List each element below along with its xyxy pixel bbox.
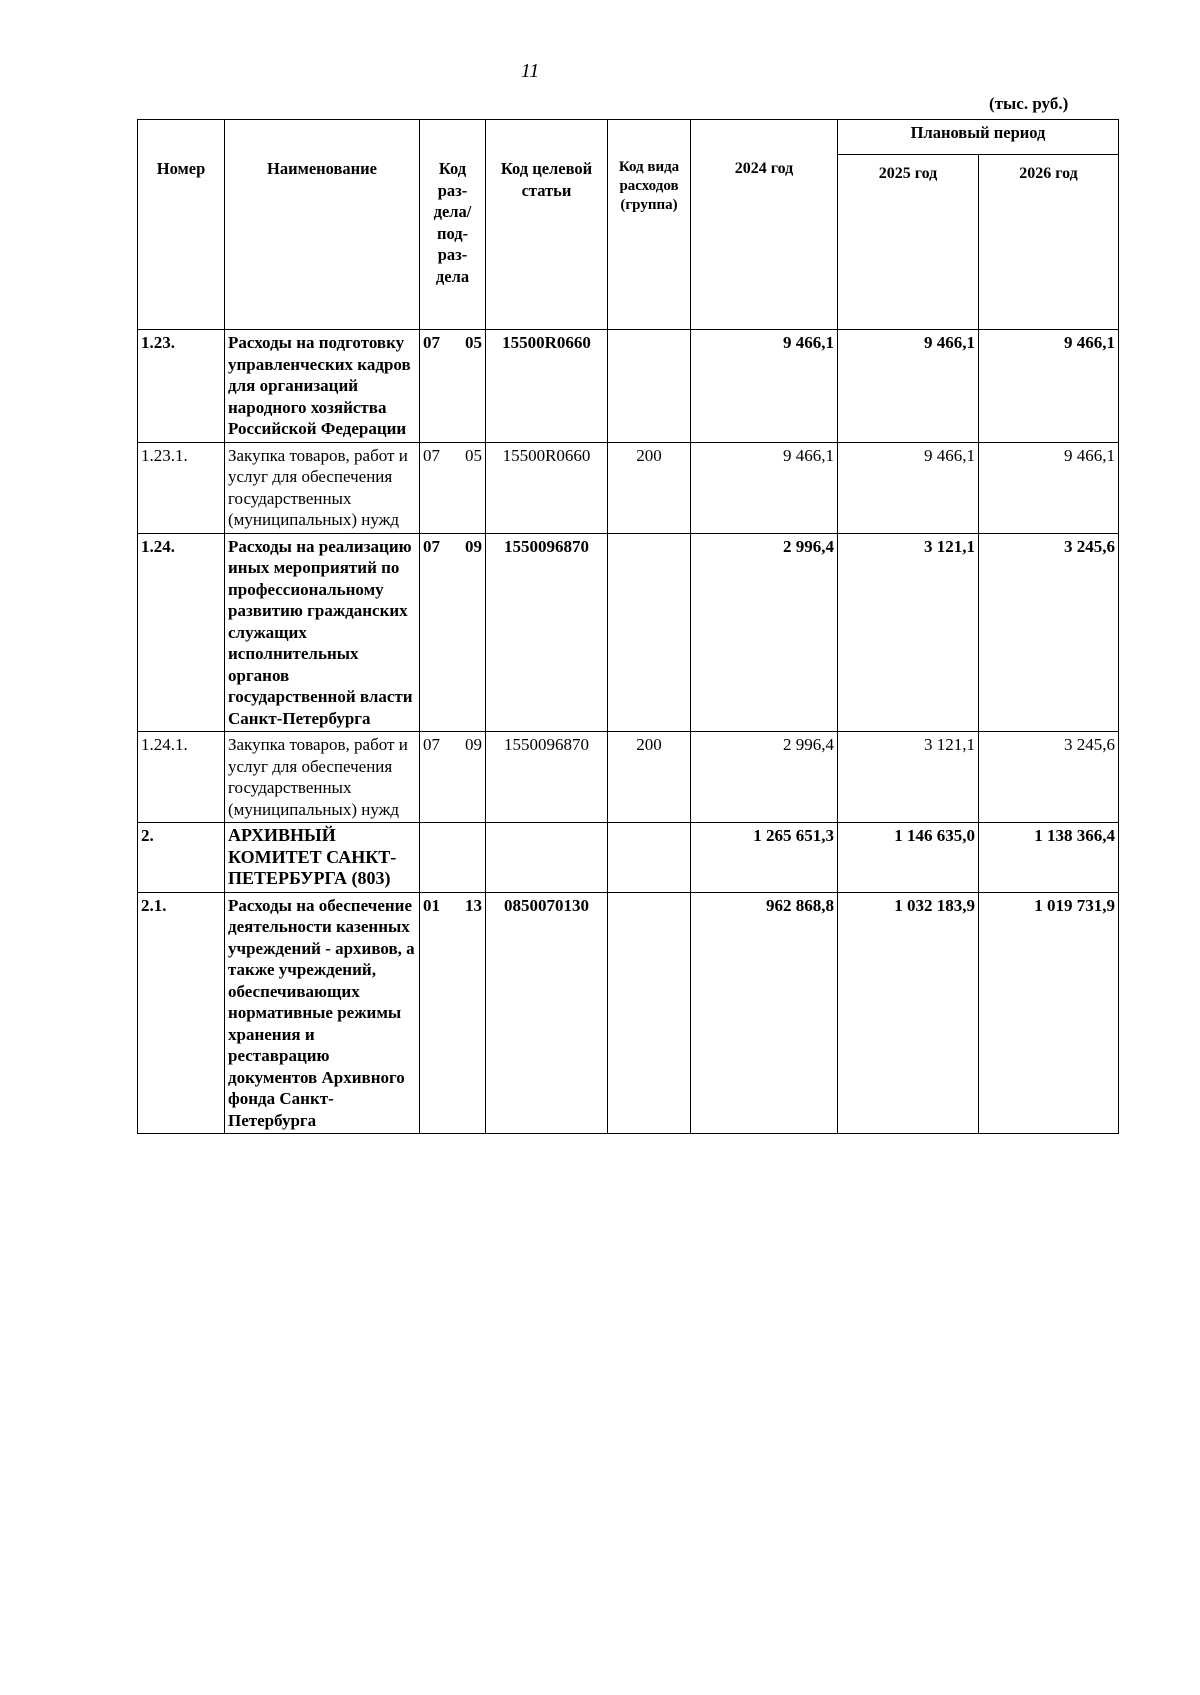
header-plan-period: Плановый период: [838, 120, 1119, 155]
row-amount-2024: 9 466,1: [691, 330, 838, 443]
row-amount-2025: 1 146 635,0: [838, 823, 979, 893]
row-target-code: 15500R0660: [486, 330, 608, 443]
row-expense-type: 200: [608, 442, 691, 533]
row-target-code: [486, 823, 608, 893]
page-number: 11: [520, 60, 540, 82]
table-row: [138, 533, 1119, 732]
header-number: Номер: [138, 120, 225, 330]
row-amount-2024: 9 466,1: [691, 442, 838, 533]
row-number: 2.1.: [138, 892, 225, 1134]
row-name: Расходы на обеспечение деятельности казенных учреждений - архивов, а также учреждений, обеспечивающих нормативные режимы хранения и реставрацию документов Архивного фонда Санкт-Петербурга: [225, 892, 420, 1134]
row-amount-2024: 2 996,4: [691, 732, 838, 823]
row-amount-2024: 2 996,4: [691, 533, 838, 732]
row-section-code: 07 09: [420, 533, 486, 732]
row-amount-2025: 1 032 183,9: [838, 892, 979, 1134]
row-amount-2025: 3 121,1: [838, 533, 979, 732]
row-amount-2025: 9 466,1: [838, 330, 979, 443]
row-name: АРХИВНЫЙ КОМИТЕТ САНКТ-ПЕТЕРБУРГА (803): [225, 823, 420, 893]
units-label: (тыс. руб.): [989, 94, 1069, 113]
row-number: 1.23.: [138, 330, 225, 443]
row-number: 1.24.: [138, 533, 225, 732]
row-name: Закупка товаров, работ и услуг для обеспечения государственных (муниципальных) нужд: [225, 732, 420, 823]
row-name: Расходы на реализацию иных мероприятий по профессиональному развитию гражданских служащих исполнительных органов государственной власти Санкт-Петербурга: [225, 533, 420, 732]
row-name: Закупка товаров, работ и услуг для обеспечения государственных (муниципальных) нужд: [225, 442, 420, 533]
row-amount-2025: 9 466,1: [838, 442, 979, 533]
header-year-2024: 2024 год: [691, 120, 838, 330]
row-section-code: [420, 823, 486, 893]
row-number: 2.: [138, 823, 225, 893]
row-amount-2026: 1 138 366,4: [979, 823, 1119, 893]
budget-table: [137, 119, 1119, 1134]
row-target-code: 1550096870: [486, 732, 608, 823]
row-expense-type: [608, 533, 691, 732]
row-expense-type: [608, 823, 691, 893]
table-row: [138, 823, 1119, 893]
header-expense-type: Код вида расходов (группа): [608, 120, 691, 330]
row-expense-type: 200: [608, 732, 691, 823]
row-number: 1.23.1.: [138, 442, 225, 533]
row-target-code: 15500R0660: [486, 442, 608, 533]
row-amount-2025: 3 121,1: [838, 732, 979, 823]
row-section-code: 01 13: [420, 892, 486, 1134]
row-amount-2024: 1 265 651,3: [691, 823, 838, 893]
table-row: [138, 732, 1119, 823]
header-row: [138, 120, 1119, 155]
header-target-code: Код целевой статьи: [486, 120, 608, 330]
header-year-2025: 2025 год: [838, 155, 979, 330]
table-row: [138, 330, 1119, 443]
row-amount-2026: 9 466,1: [979, 330, 1119, 443]
row-expense-type: [608, 892, 691, 1134]
row-section-code: 07 05: [420, 442, 486, 533]
row-amount-2024: 962 868,8: [691, 892, 838, 1134]
row-section-code: 07 05: [420, 330, 486, 443]
header-year-2026: 2026 год: [979, 155, 1119, 330]
row-expense-type: [608, 330, 691, 443]
row-section-code: 07 09: [420, 732, 486, 823]
header-name: Наименование: [225, 120, 420, 330]
row-name: Расходы на подготовку управленческих кадров для организаций народного хозяйства Российской Федерации: [225, 330, 420, 443]
table-row: [138, 892, 1119, 1134]
row-number: 1.24.1.: [138, 732, 225, 823]
header-section-code: Код раз-дела/ под-раз-дела: [420, 120, 486, 330]
row-target-code: 1550096870: [486, 533, 608, 732]
row-amount-2026: 3 245,6: [979, 732, 1119, 823]
row-amount-2026: 1 019 731,9: [979, 892, 1119, 1134]
row-amount-2026: 3 245,6: [979, 533, 1119, 732]
table-row: [138, 442, 1119, 533]
row-amount-2026: 9 466,1: [979, 442, 1119, 533]
row-target-code: 0850070130: [486, 892, 608, 1134]
